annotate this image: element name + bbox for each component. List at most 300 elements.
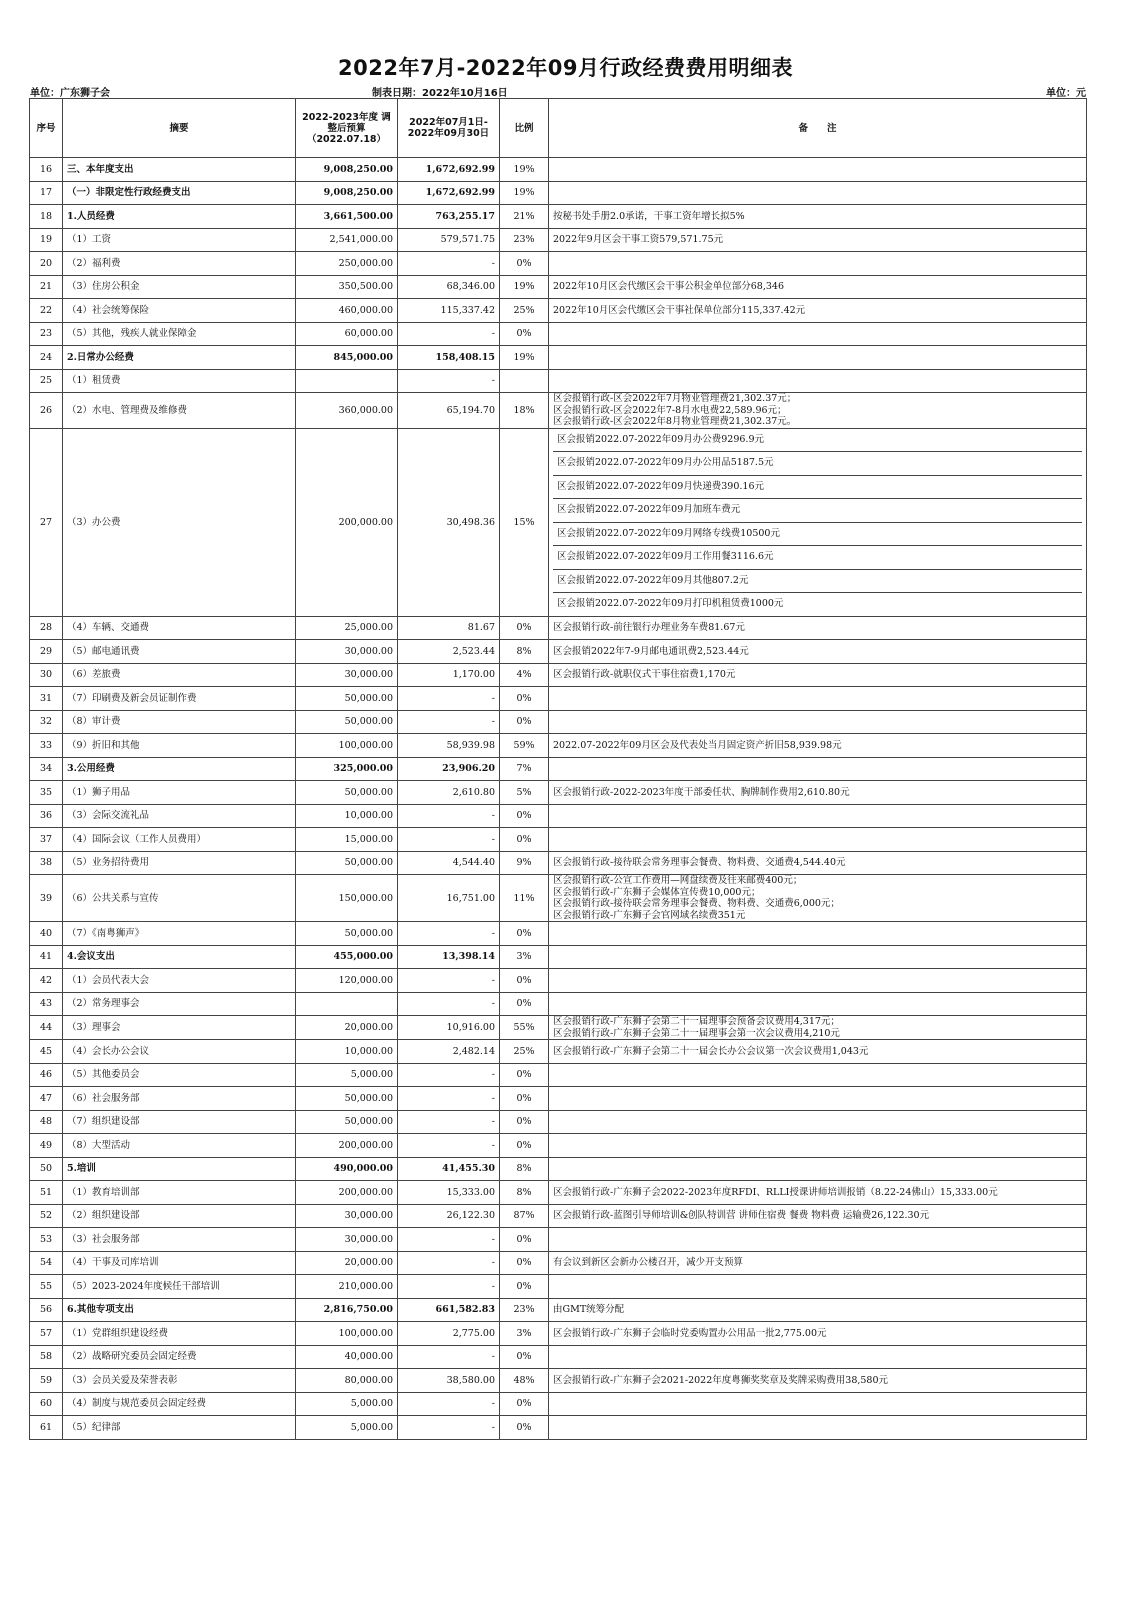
row-summary: （一）非限定性行政经费支出 [63, 181, 296, 205]
row-actual: 2,775.00 [398, 1322, 500, 1346]
row-number: 43 [30, 992, 63, 1016]
row-note [549, 1275, 1087, 1299]
row-actual: - [398, 1063, 500, 1087]
row-ratio: 5% [500, 781, 549, 805]
table-row [30, 992, 1087, 1016]
row-number: 28 [30, 616, 63, 640]
row-ratio: 0% [500, 687, 549, 711]
row-summary: （5）其他，残疾人就业保障金 [63, 322, 296, 346]
row-ratio: 59% [500, 734, 549, 758]
row-budget: 10,000.00 [296, 1040, 398, 1064]
table-row [30, 851, 1087, 875]
row-budget: 250,000.00 [296, 252, 398, 276]
row-ratio: 0% [500, 969, 549, 993]
row-number: 36 [30, 804, 63, 828]
row-number: 38 [30, 851, 63, 875]
table-row [30, 1181, 1087, 1205]
row-summary: （4）制度与规范委员会固定经费 [63, 1392, 296, 1416]
note-line: 区会报销行政-区会2022年7月物业管理费21,302.37元； [553, 393, 797, 404]
row-ratio: 0% [500, 1134, 549, 1158]
row-ratio: 8% [500, 640, 549, 664]
row-number: 25 [30, 369, 63, 393]
row-ratio [500, 369, 549, 393]
row-actual: - [398, 828, 500, 852]
row-budget: 210,000.00 [296, 1275, 398, 1299]
row-summary: （6）公共关系与宣传 [63, 875, 296, 922]
row-number: 19 [30, 228, 63, 252]
row-actual: - [398, 969, 500, 993]
row-note [549, 1063, 1087, 1087]
col-header-budget [296, 99, 398, 158]
row-ratio: 48% [500, 1369, 549, 1393]
row-ratio: 0% [500, 1110, 549, 1134]
row-number: 23 [30, 322, 63, 346]
row-note [549, 945, 1087, 969]
row-actual: 2,482.14 [398, 1040, 500, 1064]
table-body [30, 158, 1087, 1440]
row-budget: 50,000.00 [296, 922, 398, 946]
row-actual: 4,544.40 [398, 851, 500, 875]
row-number: 41 [30, 945, 63, 969]
table-row [30, 428, 1087, 616]
row-ratio: 0% [500, 616, 549, 640]
row-actual: 23,906.20 [398, 757, 500, 781]
row-number: 22 [30, 299, 63, 323]
row-note [549, 322, 1087, 346]
row-budget: 50,000.00 [296, 710, 398, 734]
row-actual: 1,170.00 [398, 663, 500, 687]
note-line: 区会报销行政-公宣工作费用—网盘续费及往来邮费400元； [553, 875, 803, 886]
row-note [549, 1345, 1087, 1369]
row-budget: 5,000.00 [296, 1416, 398, 1440]
note-line: 区会报销2022.07-2022年09月办公用品5187.5元 [553, 452, 1082, 476]
row-actual: - [398, 1087, 500, 1111]
row-number: 52 [30, 1204, 63, 1228]
note-line: 区会报销行政-接待联会常务理事会餐费、物料费、交通费6,000元； [553, 898, 840, 909]
note-line: 区会报销2022.07-2022年09月办公费9296.9元 [553, 429, 1082, 453]
row-summary: （3）会员关爱及荣誉表彰 [63, 1369, 296, 1393]
row-note [549, 1157, 1087, 1181]
row-budget: 490,000.00 [296, 1157, 398, 1181]
table-row [30, 781, 1087, 805]
row-note: 区会报销行政-广东狮子会第二十一届会长办公会议第一次会议费用1,043元 [549, 1040, 1087, 1064]
row-actual: - [398, 322, 500, 346]
table-row [30, 875, 1087, 922]
row-note [549, 1392, 1087, 1416]
budget-header-line: 整后预算 [327, 122, 366, 134]
row-budget: 15,000.00 [296, 828, 398, 852]
table-row [30, 757, 1087, 781]
row-ratio: 23% [500, 228, 549, 252]
unit-organization: 单位：广东狮子会 [30, 88, 110, 99]
row-ratio: 9% [500, 851, 549, 875]
row-number: 16 [30, 158, 63, 182]
row-actual: 58,939.98 [398, 734, 500, 758]
row-budget: 50,000.00 [296, 781, 398, 805]
row-ratio: 0% [500, 1275, 549, 1299]
row-note [549, 828, 1087, 852]
row-summary: （1）租赁费 [63, 369, 296, 393]
row-summary: （5）邮电通讯费 [63, 640, 296, 664]
row-note: 按秘书处手册2.0承诺，干事工资年增长拟5% [549, 205, 1087, 229]
row-actual: - [398, 992, 500, 1016]
row-actual: - [398, 1251, 500, 1275]
table-row [30, 1416, 1087, 1440]
table-row [30, 299, 1087, 323]
row-note [549, 687, 1087, 711]
note-line: 区会报销行政-广东狮子会第二十一届理事会预备会议费用4,317元； [553, 1016, 840, 1027]
row-actual: - [398, 252, 500, 276]
row-ratio: 0% [500, 1087, 549, 1111]
row-number: 59 [30, 1369, 63, 1393]
actual-header-line: 2022年07月1日- [409, 117, 488, 128]
table-header-row [30, 99, 1087, 158]
row-summary: （5）纪律部 [63, 1416, 296, 1440]
row-ratio: 0% [500, 322, 549, 346]
row-number: 44 [30, 1016, 63, 1040]
row-actual: - [398, 1392, 500, 1416]
row-note: 区会报销行政-蓝图引导师培训&创队特训营 讲师住宿费 餐费 物料费 运输费26,122.30元 [549, 1204, 1087, 1228]
row-ratio: 0% [500, 252, 549, 276]
row-actual: 15,333.00 [398, 1181, 500, 1205]
row-note [549, 252, 1087, 276]
row-budget: 150,000.00 [296, 875, 398, 922]
col-header-no: 序号 [30, 99, 63, 158]
row-actual: 16,751.00 [398, 875, 500, 922]
row-actual: 579,571.75 [398, 228, 500, 252]
row-note [549, 757, 1087, 781]
row-budget: 20,000.00 [296, 1251, 398, 1275]
table-row [30, 1322, 1087, 1346]
row-budget: 9,008,250.00 [296, 181, 398, 205]
row-ratio: 7% [500, 757, 549, 781]
row-ratio: 0% [500, 1228, 549, 1252]
row-note: 区会报销行政-前往银行办理业务车费81.67元 [549, 616, 1087, 640]
row-actual: 38,580.00 [398, 1369, 500, 1393]
row-number: 54 [30, 1251, 63, 1275]
row-budget: 40,000.00 [296, 1345, 398, 1369]
note-line: 区会报销2022.07-2022年09月加班车费元 [553, 499, 1082, 523]
row-note: 2022年10月区会代缴区会干事公积金单位部分68,346 [549, 275, 1087, 299]
row-ratio: 19% [500, 275, 549, 299]
table-row [30, 922, 1087, 946]
row-number: 29 [30, 640, 63, 664]
row-number: 57 [30, 1322, 63, 1346]
row-actual: 41,455.30 [398, 1157, 500, 1181]
row-number: 24 [30, 346, 63, 370]
table-row [30, 346, 1087, 370]
row-summary: 2.日常办公经费 [63, 346, 296, 370]
row-summary: （1）狮子用品 [63, 781, 296, 805]
note-line: 区会报销2022.07-2022年09月网络专线费10500元 [553, 523, 1082, 547]
table-row [30, 205, 1087, 229]
row-summary: （4）干事及司库培训 [63, 1251, 296, 1275]
row-ratio: 18% [500, 393, 549, 429]
row-budget: 455,000.00 [296, 945, 398, 969]
note-line: 区会报销2022.07-2022年09月打印机租赁费1000元 [557, 598, 784, 609]
table-row [30, 252, 1087, 276]
row-actual: - [398, 1416, 500, 1440]
row-summary: （3）理事会 [63, 1016, 296, 1040]
row-summary: （2）常务理事会 [63, 992, 296, 1016]
row-budget: 50,000.00 [296, 687, 398, 711]
row-note: 2022.07-2022年09月区会及代表处当月固定资产折旧58,939.98元 [549, 734, 1087, 758]
row-number: 51 [30, 1181, 63, 1205]
row-note [549, 1110, 1087, 1134]
row-ratio: 55% [500, 1016, 549, 1040]
row-actual: 26,122.30 [398, 1204, 500, 1228]
row-actual: 1,672,692.99 [398, 181, 500, 205]
row-actual: 661,582.83 [398, 1298, 500, 1322]
row-summary: （2）组织建设部 [63, 1204, 296, 1228]
table-row [30, 228, 1087, 252]
table-row [30, 1298, 1087, 1322]
row-note: 区会报销行政-2022-2023年度干部委任状、胸牌制作费用2,610.80元 [549, 781, 1087, 805]
row-ratio: 0% [500, 922, 549, 946]
row-ratio: 15% [500, 428, 549, 616]
note-line: 区会报销行政-广东狮子会官网域名续费351元 [553, 909, 746, 921]
row-number: 46 [30, 1063, 63, 1087]
table-row [30, 1228, 1087, 1252]
row-summary: （3）会际交流礼品 [63, 804, 296, 828]
row-budget: 10,000.00 [296, 804, 398, 828]
note-line: 区会报销行政-区会2022年7-8月水电费22,589.96元； [553, 404, 787, 416]
row-budget [296, 369, 398, 393]
row-summary: （2）水电、管理费及维修费 [63, 393, 296, 429]
row-summary: （6）差旅费 [63, 663, 296, 687]
budget-header-line: 2022-2023年度 调 [302, 111, 391, 123]
row-summary: （2）战略研究委员会固定经费 [63, 1345, 296, 1369]
table-row [30, 369, 1087, 393]
row-summary: （9）折旧和其他 [63, 734, 296, 758]
table-row [30, 158, 1087, 182]
table-row [30, 1063, 1087, 1087]
row-summary: 5.培训 [63, 1157, 296, 1181]
row-number: 55 [30, 1275, 63, 1299]
row-note [549, 428, 1087, 616]
row-note: 区会报销2022年7-9月邮电通讯费2,523.44元 [549, 640, 1087, 664]
note-line: 区会报销2022.07-2022年09月工作用餐3116.6元 [553, 546, 1082, 570]
row-note [549, 1228, 1087, 1252]
table-row [30, 804, 1087, 828]
table-row [30, 1087, 1087, 1111]
row-ratio: 0% [500, 1345, 549, 1369]
table-row [30, 1134, 1087, 1158]
row-note [549, 1416, 1087, 1440]
table-row [30, 393, 1087, 429]
row-actual: - [398, 804, 500, 828]
table-row [30, 1157, 1087, 1181]
row-actual: 1,672,692.99 [398, 158, 500, 182]
row-summary: （1）工资 [63, 228, 296, 252]
row-budget: 30,000.00 [296, 1228, 398, 1252]
row-actual: 81.67 [398, 616, 500, 640]
row-note [549, 969, 1087, 993]
table-row [30, 710, 1087, 734]
row-actual: 763,255.17 [398, 205, 500, 229]
row-note [549, 393, 1087, 429]
row-note: 区会报销行政-广东狮子会临时党委购置办公用品一批2,775.00元 [549, 1322, 1087, 1346]
row-number: 45 [30, 1040, 63, 1064]
row-note [549, 992, 1087, 1016]
row-note [549, 1087, 1087, 1111]
row-actual: - [398, 1228, 500, 1252]
row-budget: 50,000.00 [296, 851, 398, 875]
row-note: 区会报销行政-就职仪式干事住宿费1,170元 [549, 663, 1087, 687]
row-number: 47 [30, 1087, 63, 1111]
row-note [549, 158, 1087, 182]
row-budget: 845,000.00 [296, 346, 398, 370]
row-budget: 100,000.00 [296, 734, 398, 758]
row-number: 35 [30, 781, 63, 805]
row-summary: 4.会议支出 [63, 945, 296, 969]
row-number: 17 [30, 181, 63, 205]
row-actual: 30,498.36 [398, 428, 500, 616]
table-row [30, 1275, 1087, 1299]
row-number: 34 [30, 757, 63, 781]
row-summary: （5）2023-2024年度候任干部培训 [63, 1275, 296, 1299]
row-summary: （7）《南粤狮声》 [63, 922, 296, 946]
row-budget: 200,000.00 [296, 428, 398, 616]
row-ratio: 21% [500, 205, 549, 229]
row-ratio: 0% [500, 828, 549, 852]
row-summary: （8）大型活动 [63, 1134, 296, 1158]
row-summary: （8）审计费 [63, 710, 296, 734]
row-number: 18 [30, 205, 63, 229]
expense-table [29, 98, 1087, 1440]
row-ratio: 8% [500, 1181, 549, 1205]
row-number: 61 [30, 1416, 63, 1440]
row-number: 60 [30, 1392, 63, 1416]
row-ratio: 11% [500, 875, 549, 922]
row-actual: - [398, 1345, 500, 1369]
table-row [30, 181, 1087, 205]
row-actual: 2,610.80 [398, 781, 500, 805]
row-note [549, 922, 1087, 946]
table-row [30, 275, 1087, 299]
table-row [30, 1251, 1087, 1275]
row-budget: 50,000.00 [296, 1087, 398, 1111]
row-note [549, 875, 1087, 922]
row-budget: 350,500.00 [296, 275, 398, 299]
row-number: 21 [30, 275, 63, 299]
row-note [549, 804, 1087, 828]
unit-currency: 单位：元 [1046, 88, 1086, 99]
row-number: 32 [30, 710, 63, 734]
table-row [30, 1016, 1087, 1040]
row-number: 20 [30, 252, 63, 276]
row-budget: 200,000.00 [296, 1134, 398, 1158]
row-ratio: 23% [500, 1298, 549, 1322]
row-budget: 25,000.00 [296, 616, 398, 640]
note-line: 区会报销2022.07-2022年09月其他807.2元 [553, 570, 1082, 594]
row-budget: 5,000.00 [296, 1392, 398, 1416]
note-line: 区会报销行政-广东狮子会媒体宣传费10,000元； [553, 886, 761, 898]
row-budget: 460,000.00 [296, 299, 398, 323]
row-summary: （4）车辆、交通费 [63, 616, 296, 640]
col-header-ratio: 比例 [500, 99, 549, 158]
row-number: 48 [30, 1110, 63, 1134]
note-line: 区会报销行政-广东狮子会第二十一届理事会第一次会议费用4,210元 [553, 1027, 840, 1039]
row-number: 58 [30, 1345, 63, 1369]
row-ratio: 3% [500, 1322, 549, 1346]
row-budget: 200,000.00 [296, 1181, 398, 1205]
row-note: 有会议到新区会新办公楼召开，减少开支预算 [549, 1251, 1087, 1275]
row-actual: - [398, 1134, 500, 1158]
row-summary: 6.其他专项支出 [63, 1298, 296, 1322]
row-ratio: 4% [500, 663, 549, 687]
table-row [30, 663, 1087, 687]
row-note [549, 1134, 1087, 1158]
row-ratio: 87% [500, 1204, 549, 1228]
row-note [549, 710, 1087, 734]
row-budget: 50,000.00 [296, 1110, 398, 1134]
row-note [549, 346, 1087, 370]
row-budget: 20,000.00 [296, 1016, 398, 1040]
row-note: 2022年10月区会代缴区会干事社保单位部分115,337.42元 [549, 299, 1087, 323]
report-date: 制表日期：2022年10月16日 [372, 88, 508, 99]
row-ratio: 19% [500, 346, 549, 370]
row-note: 由GMT统筹分配 [549, 1298, 1087, 1322]
row-note [549, 1016, 1087, 1040]
row-number: 53 [30, 1228, 63, 1252]
row-number: 33 [30, 734, 63, 758]
row-ratio: 0% [500, 992, 549, 1016]
row-actual: - [398, 922, 500, 946]
row-actual: - [398, 1275, 500, 1299]
row-ratio: 19% [500, 158, 549, 182]
row-summary: （1）会员代表大会 [63, 969, 296, 993]
row-ratio: 3% [500, 945, 549, 969]
col-header-note: 备 注 [549, 99, 1087, 158]
row-budget: 60,000.00 [296, 322, 398, 346]
row-number: 50 [30, 1157, 63, 1181]
row-note [549, 181, 1087, 205]
row-budget: 3,661,500.00 [296, 205, 398, 229]
row-summary: （4）会长办公会议 [63, 1040, 296, 1064]
row-ratio: 0% [500, 1251, 549, 1275]
row-actual: 115,337.42 [398, 299, 500, 323]
row-actual: 2,523.44 [398, 640, 500, 664]
row-budget: 5,000.00 [296, 1063, 398, 1087]
row-budget: 30,000.00 [296, 640, 398, 664]
row-actual: 10,916.00 [398, 1016, 500, 1040]
row-ratio: 8% [500, 1157, 549, 1181]
table-row [30, 1040, 1087, 1064]
note-line: 区会报销2022.07-2022年09月快递费390.16元 [553, 476, 1082, 500]
row-number: 40 [30, 922, 63, 946]
row-budget: 30,000.00 [296, 663, 398, 687]
row-ratio: 0% [500, 710, 549, 734]
table-row [30, 969, 1087, 993]
col-header-actual [398, 99, 500, 158]
row-ratio: 19% [500, 181, 549, 205]
row-summary: （7）组织建设部 [63, 1110, 296, 1134]
row-number: 49 [30, 1134, 63, 1158]
note-line: 区会报销行政-区会2022年8月物业管理费21,302.37元。 [553, 416, 797, 427]
table-row [30, 687, 1087, 711]
row-summary: （5）业务招待费用 [63, 851, 296, 875]
row-number: 37 [30, 828, 63, 852]
row-budget: 120,000.00 [296, 969, 398, 993]
table-row [30, 640, 1087, 664]
row-actual: 158,408.15 [398, 346, 500, 370]
row-summary: （3）办公费 [63, 428, 296, 616]
row-number: 31 [30, 687, 63, 711]
row-note: 2022年9月区会干事工资579,571.75元 [549, 228, 1087, 252]
row-number: 56 [30, 1298, 63, 1322]
row-budget [296, 992, 398, 1016]
